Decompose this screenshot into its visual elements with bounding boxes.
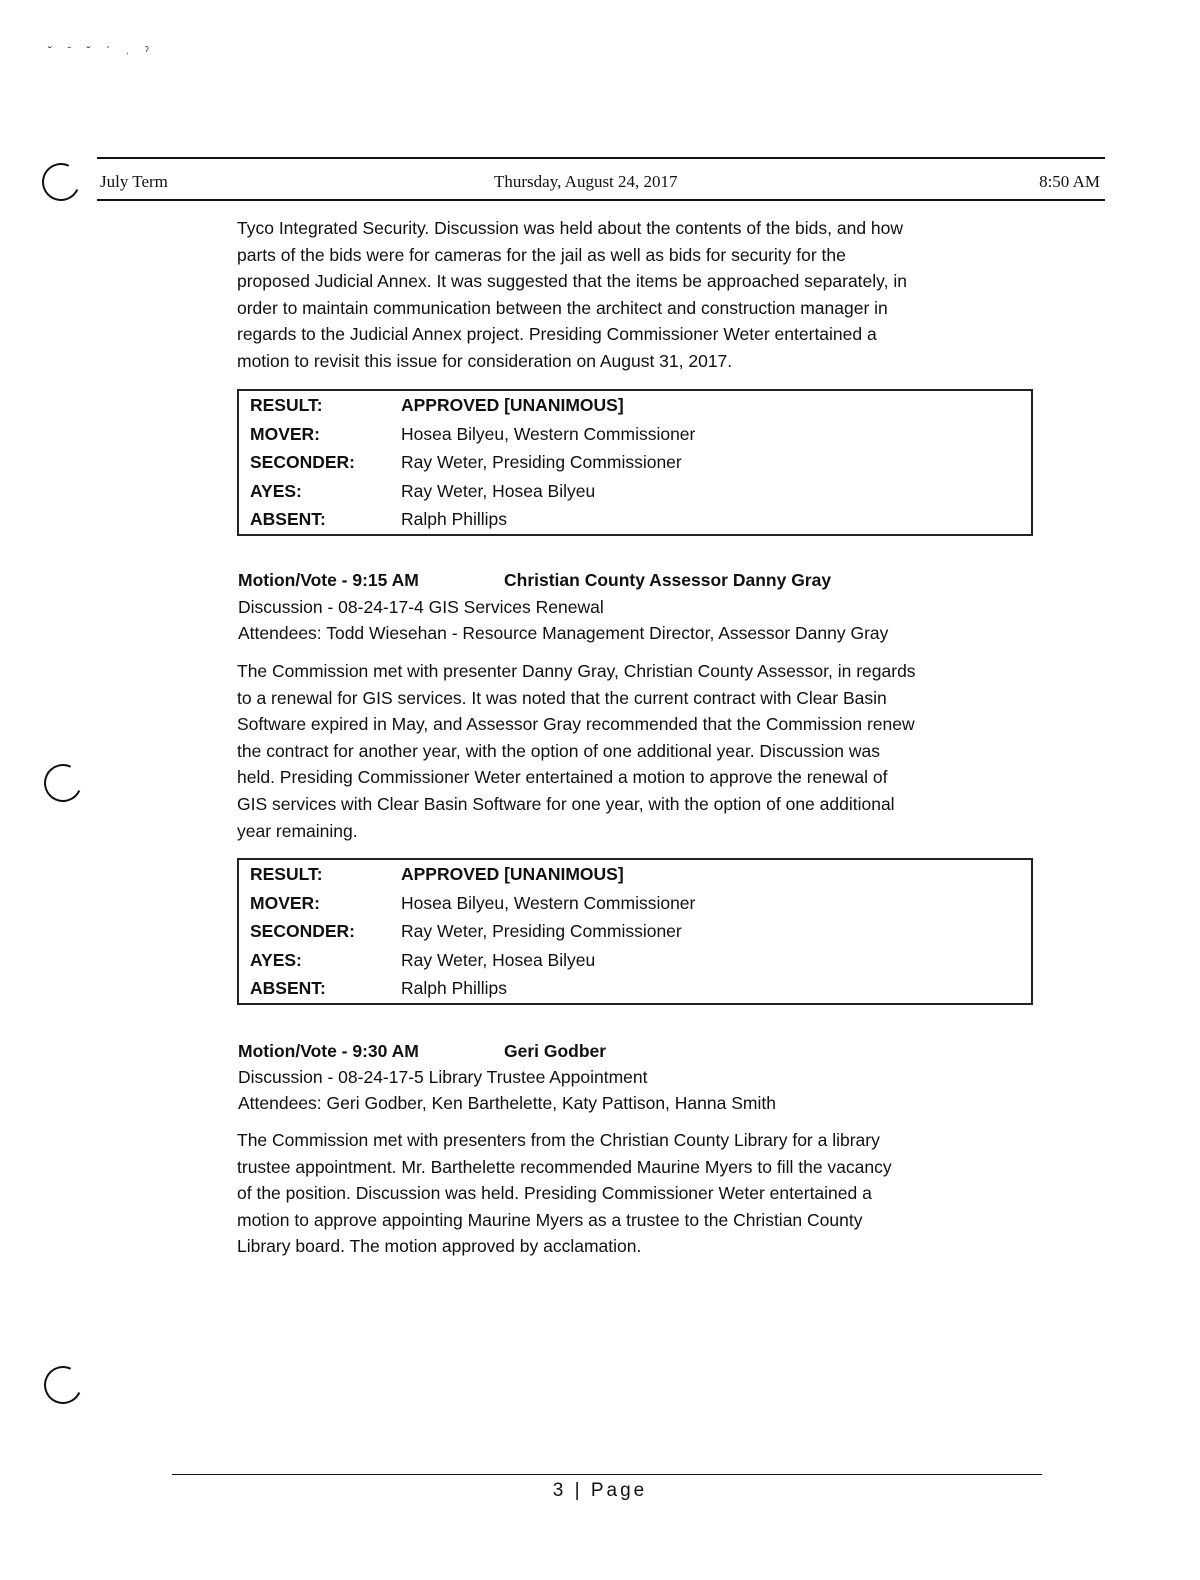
vote-row-seconder xyxy=(239,448,1031,477)
punch-hole-middle xyxy=(39,759,88,808)
mover-label: MOVER: xyxy=(250,892,320,913)
punch-hole-bottom xyxy=(39,1361,88,1410)
page-separator: | xyxy=(574,1480,583,1501)
seconder-label: SECONDER: xyxy=(250,921,356,942)
section-3-paragraph xyxy=(237,1127,1037,1260)
vote-row-absent xyxy=(239,974,1031,1003)
text-line: year remaining. xyxy=(237,820,358,841)
absent-label: ABSENT: xyxy=(250,978,326,999)
ayes-label: AYES: xyxy=(250,949,302,970)
vote-table-1 xyxy=(237,389,1033,536)
text-line: The Commission met with presenters from the Christian County Library for a library xyxy=(237,1130,880,1150)
absent-value: Ralph Phillips xyxy=(401,509,508,530)
result-value: APPROVED [UNANIMOUS] xyxy=(401,395,624,415)
section-2-motion-time: Motion/Vote - 9:15 AM xyxy=(238,570,419,590)
page-header xyxy=(100,172,1100,196)
section-3-discussion: Discussion - 08-24-17-5 Library Trustee Appointment xyxy=(238,1067,648,1087)
section-2-discussion: Discussion - 08-24-17-4 GIS Services Renewal xyxy=(238,597,604,617)
text-line: of the position. Discussion was held. Presiding Commissioner Weter entertained a xyxy=(237,1183,872,1204)
mover-value: Hosea Bilyeu, Western Commissioner xyxy=(401,423,696,444)
text-line: held. Presiding Commissioner Weter entertained a motion to approve the renewal of xyxy=(237,767,888,788)
header-rule-top xyxy=(97,157,1105,159)
text-line: Library board. The motion approved by acclamation. xyxy=(237,1236,642,1257)
result-label: RESULT: xyxy=(250,395,323,415)
ayes-value: Ray Weter, Hosea Bilyeu xyxy=(401,480,596,501)
page-word: Page xyxy=(590,1480,648,1501)
ayes-value: Ray Weter, Hosea Bilyeu xyxy=(401,949,596,970)
section-3-motion-time: Motion/Vote - 9:30 AM xyxy=(238,1041,419,1061)
text-line: Tyco Integrated Security. Discussion was held about the contents of the bids, and how xyxy=(237,218,904,238)
seconder-label: SECONDER: xyxy=(250,452,356,473)
vote-row-ayes xyxy=(239,477,1031,506)
text-line: regards to the Judicial Annex project. Presiding Commissioner Weter entertained a xyxy=(237,324,877,345)
header-term: July Term xyxy=(100,172,168,191)
text-line: the contract for another year, with the option of one additional year. Discussion was xyxy=(237,740,881,761)
mover-label: MOVER: xyxy=(250,423,320,444)
text-line: GIS services with Clear Basin Software for one year, with the option of one additional xyxy=(237,793,895,814)
text-line: proposed Judicial Annex. It was suggested that the items be approached separately, in xyxy=(237,271,907,292)
text-line: Software expired in May, and Assessor Gray recommended that the Commission renew xyxy=(237,714,915,735)
intro-paragraph xyxy=(237,215,1037,375)
vote-row-result xyxy=(239,860,1031,889)
page-number: 3 xyxy=(552,1480,567,1501)
text-line: to a renewal for GIS services. It was noted that the current contract with Clear Basin xyxy=(237,687,887,708)
header-rule-bottom xyxy=(97,199,1105,201)
ayes-label: AYES: xyxy=(250,480,302,501)
header-date: Thursday, August 24, 2017 xyxy=(494,172,678,191)
text-line: parts of the bids were for cameras for the jail as well as bids for security for the xyxy=(237,244,846,265)
text-line: motion to revisit this issue for consideration on August 31, 2017. xyxy=(237,350,733,371)
header-time: 8:50 AM xyxy=(1039,172,1100,191)
seconder-value: Ray Weter, Presiding Commissioner xyxy=(401,452,682,473)
absent-value: Ralph Phillips xyxy=(401,978,508,999)
section-2-paragraph xyxy=(237,658,1037,844)
vote-row-mover xyxy=(239,889,1031,918)
section-2-attendees: Attendees: Todd Wiesehan - Resource Management Director, Assessor Danny Gray xyxy=(238,623,889,643)
section-3-attendees: Attendees: Geri Godber, Ken Barthelette, Katy Pattison, Hanna Smith xyxy=(238,1093,776,1113)
scan-artifact-icon: ˘ ˉ ˘ ˊ ˒ ˀ xyxy=(48,44,155,58)
text-line: order to maintain communication between the architect and construction manager in xyxy=(237,297,888,318)
mover-value: Hosea Bilyeu, Western Commissioner xyxy=(401,892,696,913)
result-value: APPROVED [UNANIMOUS] xyxy=(401,864,624,884)
vote-row-mover xyxy=(239,420,1031,449)
vote-table-2 xyxy=(237,858,1033,1005)
text-line: motion to approve appointing Maurine Myers as a trustee to the Christian County xyxy=(237,1209,863,1230)
page-number-footer xyxy=(0,1480,1200,1502)
section-3-presenter: Geri Godber xyxy=(504,1041,607,1061)
vote-row-result xyxy=(239,391,1031,420)
vote-row-seconder xyxy=(239,917,1031,946)
vote-row-ayes xyxy=(239,946,1031,975)
section-2-presenter: Christian County Assessor Danny Gray xyxy=(504,570,832,590)
text-line: trustee appointment. Mr. Barthelette recommended Maurine Myers to fill the vacancy xyxy=(237,1156,892,1177)
seconder-value: Ray Weter, Presiding Commissioner xyxy=(401,921,682,942)
footer-rule xyxy=(172,1474,1042,1475)
text-line: The Commission met with presenter Danny Gray, Christian County Assessor, in regards xyxy=(237,661,916,681)
result-label: RESULT: xyxy=(250,864,323,884)
absent-label: ABSENT: xyxy=(250,509,326,530)
vote-row-absent xyxy=(239,505,1031,534)
punch-hole-top xyxy=(37,158,86,207)
